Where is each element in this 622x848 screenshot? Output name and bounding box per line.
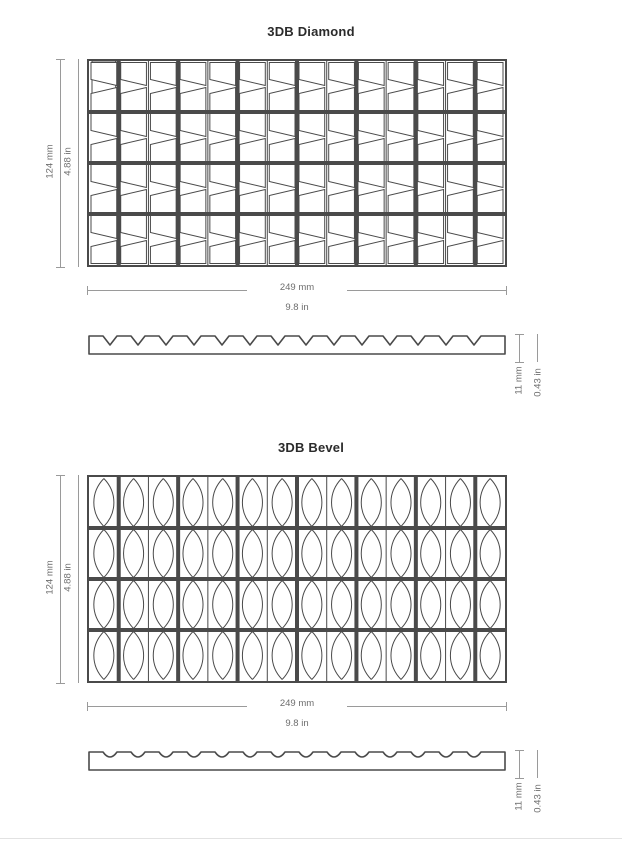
dim-width-mm-diamond: 249 mm: [247, 282, 347, 293]
dim-height-in-diamond: 4.88 in: [62, 147, 74, 176]
diamond-pattern-svg: [89, 61, 505, 265]
dim-height-in-bevel: 4.88 in: [62, 563, 74, 592]
profile-outline: [89, 336, 505, 354]
dim-tick: [56, 683, 65, 684]
dim-height-line-in-bevel: [78, 475, 79, 683]
dim-tick: [515, 334, 524, 335]
panel-title-bevel: 3DB Bevel: [277, 440, 345, 455]
profile-view-diamond: [87, 334, 507, 360]
dim-tick: [56, 475, 65, 476]
dim-tick: [87, 702, 88, 711]
dim-thickness-mm-bevel: 11 mm: [513, 782, 525, 811]
dim-tick: [56, 267, 65, 268]
dim-thickness-in-bevel: 0.43 in: [532, 784, 544, 813]
panel-bevel: [0, 440, 622, 830]
front-view-bevel: [87, 475, 507, 683]
panel-title-diamond: 3DB Diamond: [267, 24, 355, 39]
bevel-profile-svg: [87, 750, 507, 776]
panel-diamond: [0, 24, 622, 414]
bevel-pattern-svg: [89, 477, 505, 681]
dim-width-in-bevel: 9.8 in: [285, 718, 309, 729]
dim-height-line-in-diamond: [78, 59, 79, 267]
dim-thickness-in-diamond: 0.43 in: [532, 368, 544, 397]
bottom-divider: [0, 838, 622, 839]
dim-height-line-mm-diamond: [60, 59, 61, 267]
profile-view-bevel: [87, 750, 507, 776]
dim-tick: [56, 59, 65, 60]
profile-outline: [89, 752, 505, 770]
dim-width-in-diamond: 9.8 in: [285, 302, 309, 313]
dim-thickness-mm-diamond: 11 mm: [513, 366, 525, 395]
dim-height-mm-diamond: 124 mm: [44, 144, 56, 179]
dim-tick: [506, 286, 507, 295]
dim-width-mm-bevel: 249 mm: [247, 698, 347, 709]
diamond-profile-svg: [87, 334, 507, 360]
dim-height-line-mm-bevel: [60, 475, 61, 683]
dim-tick: [515, 750, 524, 751]
dim-tick: [87, 286, 88, 295]
front-view-diamond: [87, 59, 507, 267]
dim-height-mm-bevel: 124 mm: [44, 560, 56, 595]
dim-tick: [506, 702, 507, 711]
